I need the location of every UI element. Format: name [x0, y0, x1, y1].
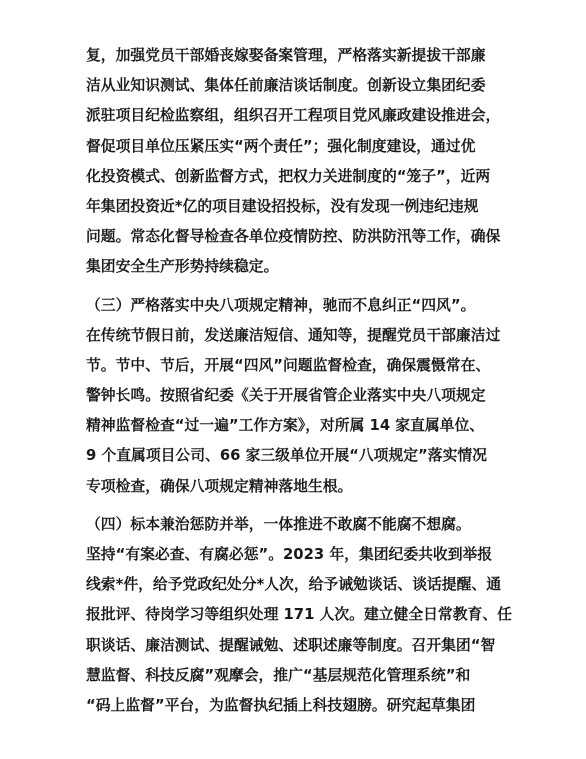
text-line: 复，加强党员干部婚丧嫁娶备案管理，严格落实新提拔干部廉	[86, 47, 486, 64]
text-line: 9 个直属项目公司、66 家三级单位开展“八项规定”落实情况	[86, 447, 487, 465]
text-line: 职谈话、廉洁测试、提醒诫勉、述职述廉等制度。召开集团“智	[86, 636, 496, 654]
text-line: 线索*件，给予党政纪处分*人次，给予诫勉谈话、谈话提醒、通	[86, 576, 501, 594]
text-line: 坚持“有案必查、有腐必惩”。2023 年，集团纪委共收到举报	[86, 546, 493, 563]
section-heading: （三）严格落实中央八项规定精神，驰而不息纠正“四风”。	[86, 296, 476, 314]
text-line: 问题。常态化督导检查各单位疫情防控、防洪防汛等工作，确保	[86, 228, 501, 246]
text-line: 慧监督、科技反腐”观摩会，推广“基层规范化管理系统”和	[86, 666, 471, 684]
text-line: 派驻项目纪检监察组，组织召开工程项目党风廉政建设推进会，	[86, 107, 501, 125]
section-heading: （四）标本兼治惩防并举，一体推进不敢腐不能腐不想腐。	[86, 515, 471, 533]
text-line: 化投资模式、创新监督方式，把权力关进制度的“笼子”，近两	[86, 167, 491, 185]
document-body	[86, 41, 512, 721]
text-line: 督促项目单位压紧压实“两个责任”；强化制度建设，通过优	[86, 137, 476, 155]
text-line: 精神监督检查“过一遍”工作方案》，对所属 14 家直属单位、	[86, 417, 485, 435]
text-line: 专项检查，确保八项规定精神落地生根。	[86, 477, 353, 495]
text-line: “码上监督”平台，为监督执纪插上科技翅膀。研究起草集团	[86, 696, 476, 714]
text-line: 在传统节假日前，发送廉洁短信、通知等，提醒党员干部廉洁过	[86, 326, 501, 344]
text-line: 集团安全生产形势持续稳定。	[86, 258, 279, 276]
text-line: 年集团投资近*亿的项目建设招投标，没有发现一例违纪违规	[86, 197, 479, 215]
text-line: 节。节中、节后，开展“四风”问题监督检查，确保震慑常在、	[86, 356, 491, 374]
text-line: 报批评、待岗学习等组织处理 171 人次。建立健全日常教育、任	[86, 606, 512, 624]
paragraph-gap	[86, 502, 504, 510]
paragraph-gap	[86, 283, 504, 291]
text-line: 洁从业知识测试、集体任前廉洁谈话制度。创新设立集团纪委	[86, 77, 486, 95]
text-line: 警钟长鸣。按照省纪委《关于开展省管企业落实中央八项规定	[86, 387, 486, 405]
